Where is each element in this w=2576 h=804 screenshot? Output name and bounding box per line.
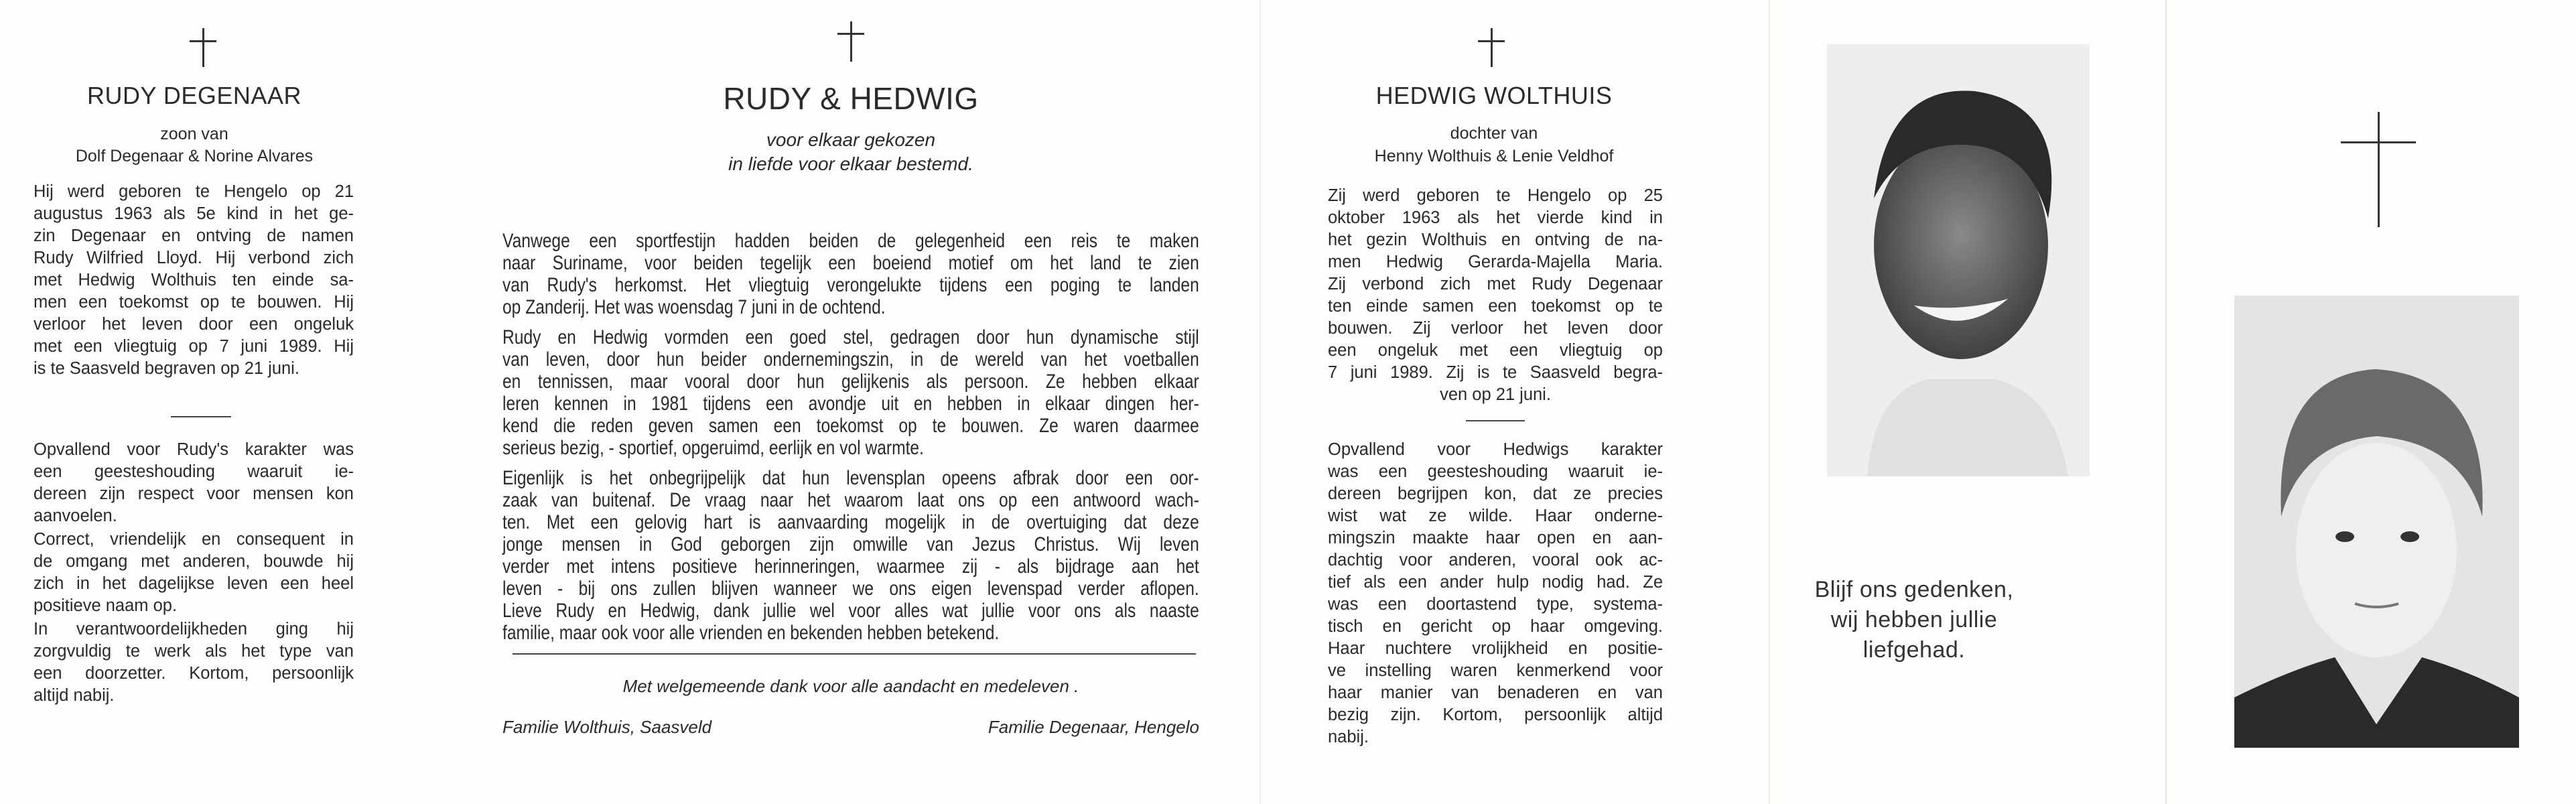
text-line: was een doortastend type, systema- <box>1328 595 1663 614</box>
rudy-paragraph <box>33 529 354 617</box>
rudy-relation: zoon van <box>160 125 228 143</box>
text-line: leven - bij ons zullen blijven wanneer we ons eigen levenspad verder aflopen. <box>502 578 1199 600</box>
fold-line <box>2165 0 2167 804</box>
text-line: op Zanderij. Het was woensdag 7 juni in de ochtend. <box>502 296 886 318</box>
divider <box>1466 420 1525 421</box>
text-line: mingszin maakte haar open en aan- <box>1328 529 1663 547</box>
text-line: jonge mensen in God geborgen zijn omwille van Jezus Christus. Wij leven <box>502 533 1199 555</box>
text-line: Hij werd geboren te Hengelo op 21 <box>33 182 354 201</box>
fold-line <box>1260 0 1261 804</box>
quote-line: liefgehad. <box>1862 637 1966 663</box>
text-line: Zij verbond zich met Rudy Degenaar <box>1328 275 1663 293</box>
divider <box>513 653 1196 655</box>
hedwig-paragraph <box>1328 439 1663 748</box>
divider <box>171 416 231 417</box>
text-line: dachtig voor anderen, vooral ook ac- <box>1328 551 1663 570</box>
text-line: bezig zijn. Kortom, persoonlijk altijd <box>1328 706 1663 724</box>
text-line: verder met intens positieve herinneringen, waarmee zij - als bijdrage aan het <box>502 555 1199 578</box>
photo-rudy <box>1827 44 2090 476</box>
rudy-paragraph <box>33 439 354 527</box>
portrait-man-icon <box>1827 44 2090 476</box>
text-line: men Hedwig Gerarda-Majella Maria. <box>1328 253 1663 271</box>
text-line: Correct, vriendelijk en consequent in <box>33 530 354 549</box>
text-line: een doorzetter. Kortom, persoonlijk <box>33 664 354 683</box>
hedwig-parents: Henny Wolthuis & Lenie Veldhof <box>1374 147 1614 165</box>
text-line: Haar nuchtere vrolijkheid en positie- <box>1328 639 1663 658</box>
rudy-parents: Dolf Degenaar & Norine Alvares <box>75 147 314 165</box>
text-line: ven op 21 juni. <box>1440 385 1551 404</box>
cross-icon <box>2341 112 2416 227</box>
text-line: bouwen. Zij verloor het leven door <box>1328 319 1663 338</box>
text-line: is te Saasveld begraven op 21 juni. <box>33 359 299 378</box>
cross-icon <box>837 21 864 62</box>
hedwig-paragraph <box>1328 185 1663 406</box>
text-line: zorgvuldig te werk als het type van <box>33 642 354 661</box>
text-line: wist wat ze wilde. Haar onderne- <box>1328 507 1663 525</box>
text-line: dereen begrijpen kon, dat ze precies <box>1328 484 1663 503</box>
text-line: haar manier van benaderen en van <box>1328 683 1663 702</box>
text-line: familie, maar ook voor alle vrienden en bekenden hebben betekend. <box>502 622 1000 644</box>
family-wolthuis: Familie Wolthuis, Saasveld <box>502 717 712 737</box>
text-line: de omgang met anderen, bouwde hij <box>33 552 354 571</box>
photo-hedwig <box>2234 295 2519 748</box>
text-line: positieve naam op. <box>33 596 178 615</box>
text-line: Zij werd geboren te Hengelo op 25 <box>1328 186 1663 205</box>
text-line: een geesteshouding waaruit ie- <box>33 462 354 481</box>
text-line: Opvallend voor Rudy's karakter was <box>33 440 354 459</box>
text-line: met een vliegtuig op 7 juni 1989. Hij <box>33 337 354 356</box>
text-line: Lieve Rudy en Hedwig, dank jullie wel voor alles wat jullie voor ons als naaste <box>502 600 1199 622</box>
text-line: leren kennen in 1981 tijdens een avondje uit en hebben in elkaar dingen her- <box>502 393 1199 415</box>
text-line: met Hedwig Wolthuis ten einde sa- <box>33 271 354 289</box>
text-line: augustus 1963 als 5e kind in het ge- <box>33 204 354 223</box>
text-line: Opvallend voor Hedwigs karakter <box>1328 440 1663 459</box>
text-line: men een toekomst op te bouwen. Hij <box>33 293 354 312</box>
text-line: naar Suriname, voor beiden tegelijk een boeiend motief om het land te zien <box>502 252 1199 274</box>
text-line: een ongeluk met een vliegtuig op <box>1328 341 1663 360</box>
text-line: tief als een ander hulp nodig had. Ze <box>1328 573 1663 592</box>
text-line: ten. Met een gelovig hart is aanvaarding mogelijk in de overtuiging dat deze <box>502 511 1199 533</box>
couple-paragraph <box>502 326 1199 459</box>
quote-line: wij hebben jullie <box>1830 607 1998 632</box>
text-line: dereen zijn respect voor mensen kon <box>33 484 354 503</box>
text-line: nabij. <box>1328 728 1369 746</box>
text-line: en tennissen, maar vooral door hun gelijkenis als persoon. Ze hebben elkaar <box>502 371 1199 393</box>
text-line: 7 juni 1989. Zij is te Saasveld begra- <box>1328 363 1663 382</box>
couple-paragraph <box>502 467 1199 644</box>
couple-subtitle: voor elkaar gekozen <box>766 129 936 150</box>
text-line: tisch en gericht op haar omgeving. <box>1328 617 1663 636</box>
text-line: het gezin Wolthuis en ontving de na- <box>1328 230 1663 249</box>
text-line: altijd nabij. <box>33 686 115 705</box>
text-line: zin Degenaar en ontving de namen <box>33 226 354 245</box>
text-line: zaak van buitenaf. De vraag naar het waarom laat ons op een antwoord wach- <box>502 489 1199 511</box>
text-line: Eigenlijk is het onbegrijpelijk dat hun levensplan opeens afbrak door een oor- <box>502 467 1199 489</box>
text-line: van Rudy's herkomst. Het vliegtuig verongelukte tijdens een poging te landen <box>502 274 1199 296</box>
couple-paragraph <box>502 230 1199 318</box>
text-line: van leven, door hun beider ondernemingszin, in de wereld van het voetballen <box>502 348 1199 371</box>
text-line: Vanwege een sportfestijn hadden beiden de gelegenheid een reis te maken <box>502 230 1199 252</box>
cross-icon <box>1478 28 1505 67</box>
hedwig-title: HEDWIG WOLTHUIS <box>1375 82 1613 109</box>
couple-subtitle: in liefde voor elkaar bestemd. <box>728 153 973 174</box>
couple-title: RUDY & HEDWIG <box>723 81 979 116</box>
text-line: Rudy Wilfried Lloyd. Hij verbond zich <box>33 249 354 267</box>
rudy-title: RUDY DEGENAAR <box>87 82 301 109</box>
text-line: kend die reden geven samen een toekomst op te bouwen. Ze waren daarmee <box>502 415 1199 437</box>
portrait-woman-icon <box>2234 295 2519 748</box>
thanks-text: Met welgemeende dank voor alle aandacht en medeleven . <box>622 676 1079 696</box>
text-line: verloor het leven door een ongeluk <box>33 315 354 334</box>
text-line: serieus bezig, - sportief, opgeruimd, eerlijk en vol warmte. <box>502 437 924 459</box>
hedwig-relation: dochter van <box>1450 124 1538 143</box>
text-line: oktober 1963 als het vierde kind in <box>1328 208 1663 227</box>
text-line: Rudy en Hedwig vormden een goed stel, gedragen door hun dynamische stijl <box>502 326 1199 348</box>
rudy-paragraph <box>33 618 354 707</box>
text-line: In verantwoordelijkheden ging hij <box>33 620 354 639</box>
text-line: was een geesteshouding waaruit ie- <box>1328 462 1663 481</box>
family-degenaar: Familie Degenaar, Hengelo <box>988 717 1199 737</box>
quote-line: Blijf ons gedenken, <box>1814 577 2014 602</box>
rudy-paragraph <box>33 181 354 380</box>
text-line: zich in het dagelijkse leven een heel <box>33 574 354 593</box>
cross-icon <box>190 28 216 67</box>
text-line: ten einde samen een toekomst op te <box>1328 297 1663 316</box>
text-line: ve instelling waren kenmerkend voor <box>1328 661 1663 680</box>
text-line: aanvoelen. <box>33 507 117 525</box>
fold-line <box>1769 0 1770 804</box>
